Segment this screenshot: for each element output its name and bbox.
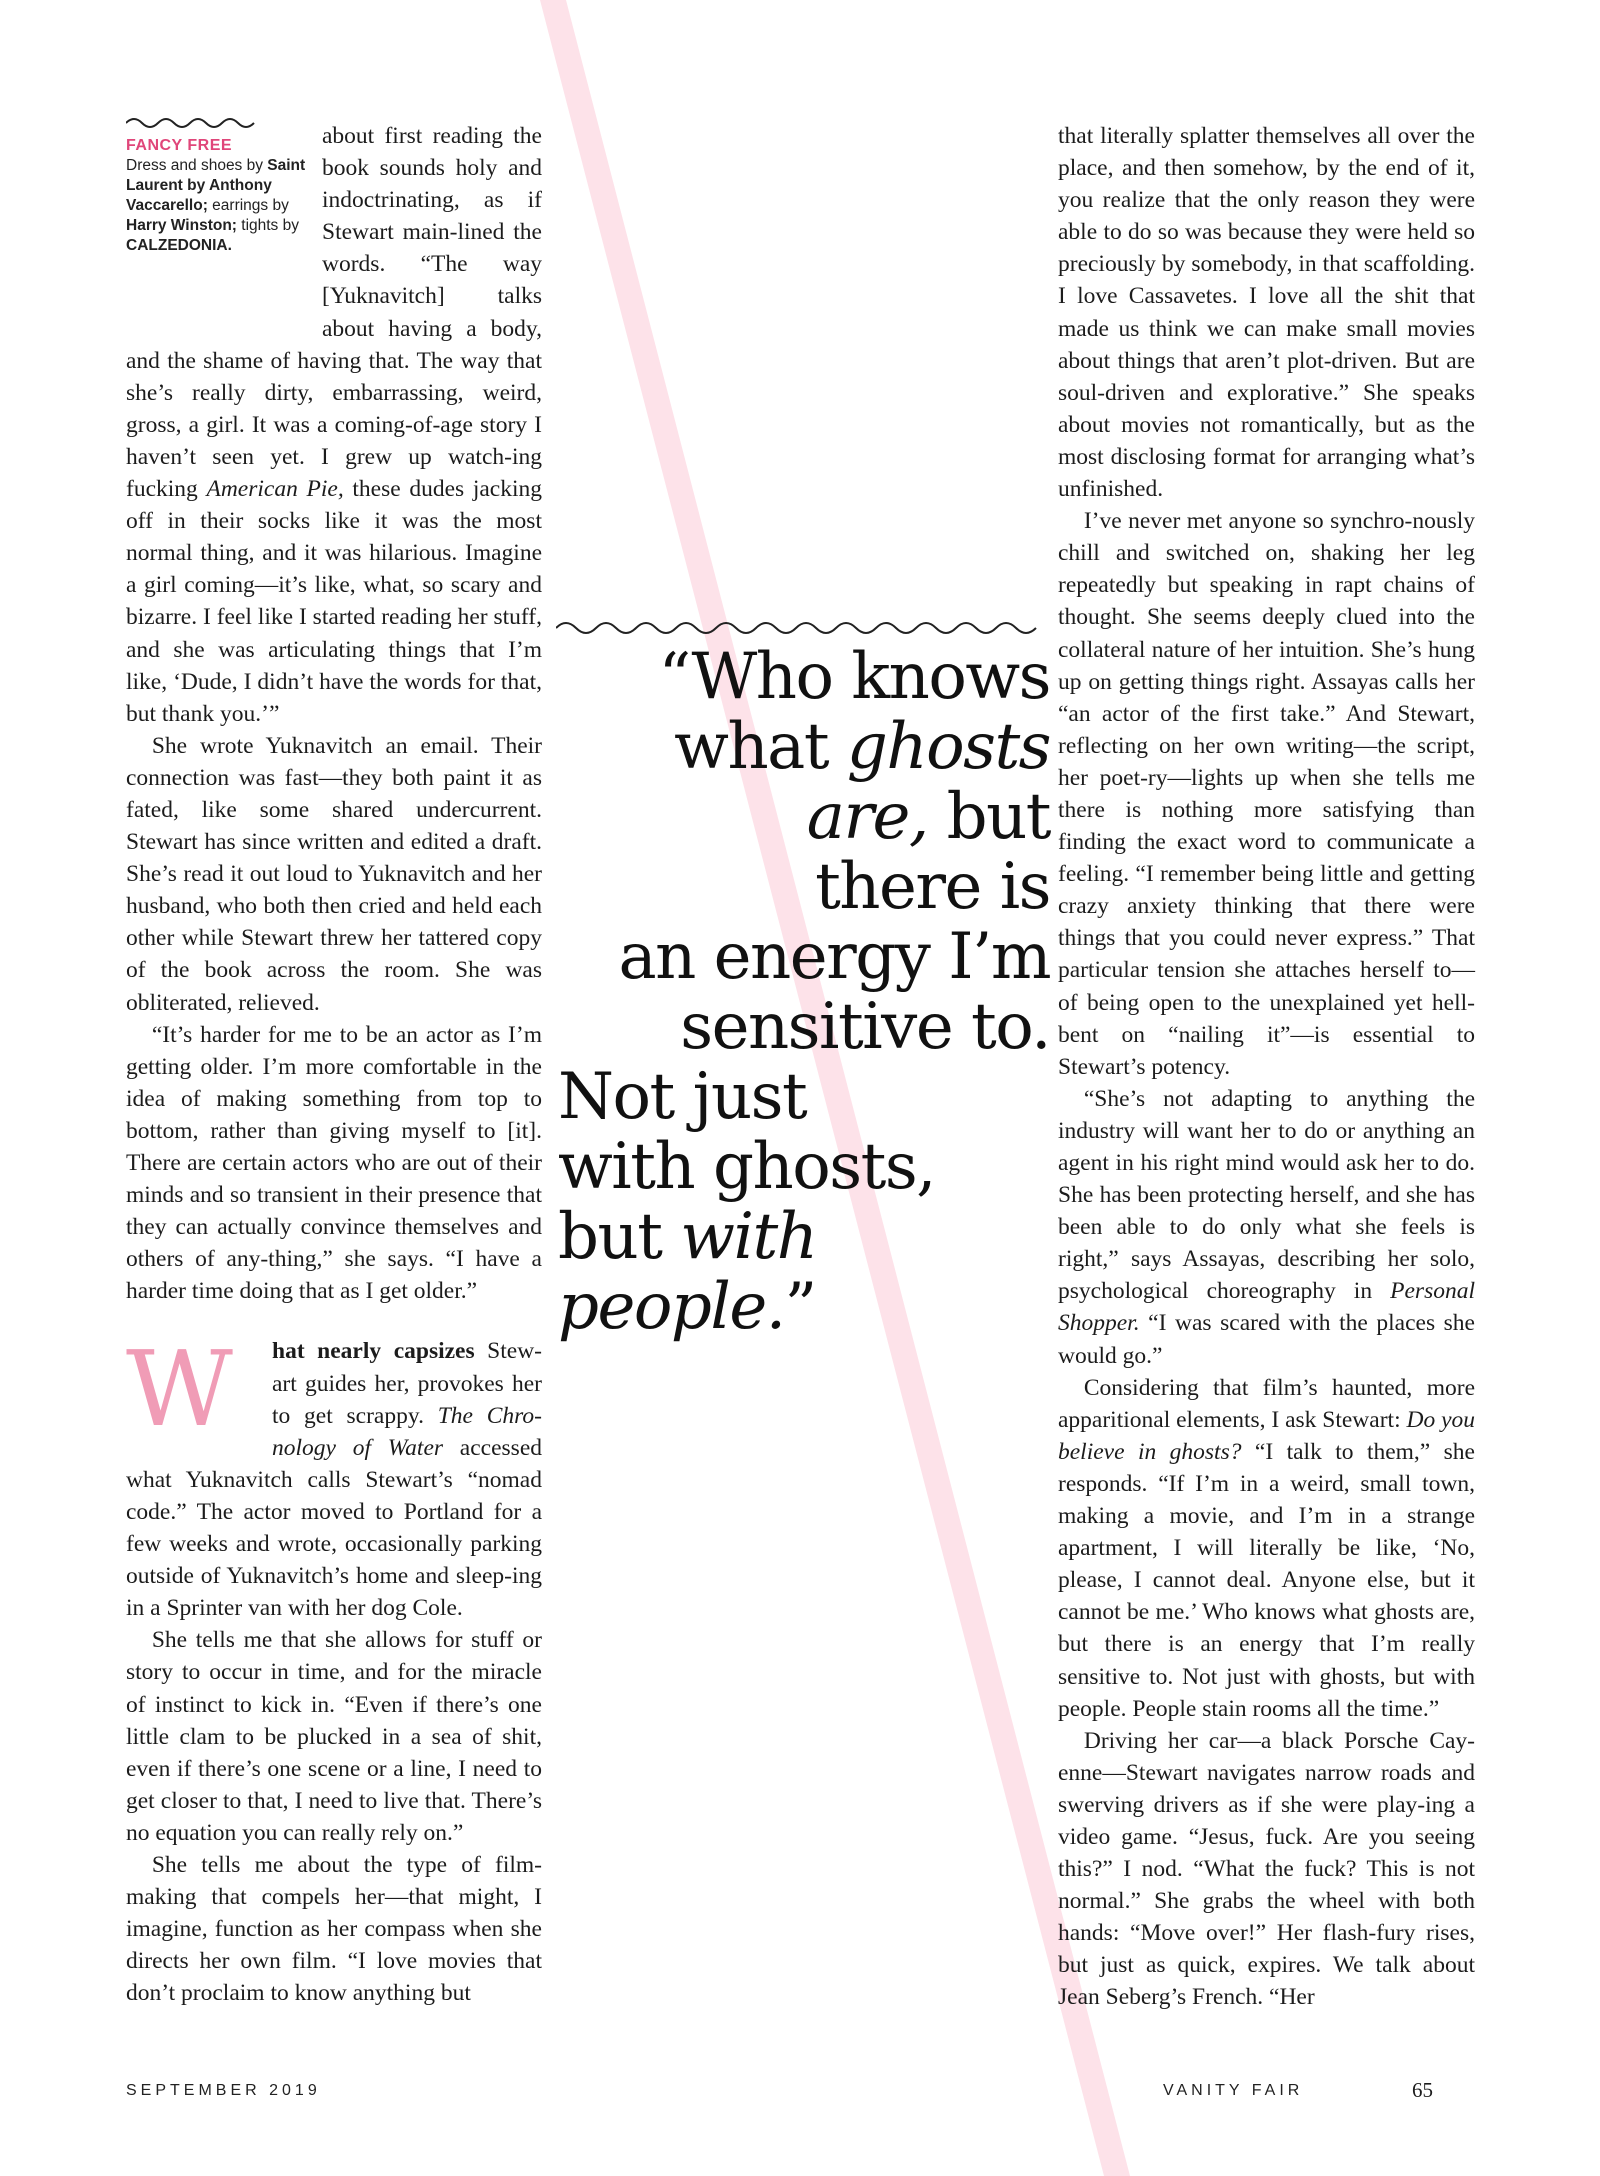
quote-line: sensitive to.	[680, 990, 1050, 1064]
paragraph: She wrote Yuknavitch an email. Their connection was fast—they both paint it as fated, like some shared undercurrent. Stewart has since written and edited a draft. She’s read it out loud to Yuknavitch and her husband, who both then cried and held each other while Stewart threw her tattered copy of the book across the room. She was obliterated, relieved.	[126, 732, 542, 1016]
paragraph: She tells me about the type of film-making that compels her—that might, I imagine, function as her compass when she directs her own film. “I love movies that don’t proclaim to know anything but	[126, 1851, 542, 2007]
quote-line: are, but	[806, 780, 1050, 854]
footer-magazine-name: VANITY FAIR	[1163, 2082, 1304, 2099]
quote-line: people.”	[558, 1270, 816, 1344]
paragraph: Considering that film’s haunted, more apparitional elements, I ask Stewart: Do you believe in ghosts? “I talk to them,” she responds. “If I’m in a weird, small town, making a movie, and I’m in a strange apartment, I will literally be like, ‘No, please, I cannot deal. Anyone else, but it cannot be me.’ Who knows what ghosts are, but there is an energy that I’m really sensitive to. Not just with ghosts, but with people. People stain rooms all the time.”	[1058, 1374, 1476, 1722]
quote-line: with ghosts,	[558, 1130, 935, 1204]
left-column	[126, 120, 542, 2009]
paragraph: hat nearly capsizes Stew-art guides her, provokes her to get scrappy. The Chro-nology of Water accessed what Yuknavitch calls Stewart’s “nomad code.” The actor moved to Portland for a few weeks and wrote, occasionally parking outside of Yuknavitch’s home and sleep-ing in a Sprinter van with her dog Cole.	[126, 1338, 543, 1622]
quote-line: an energy I’m	[618, 920, 1050, 994]
squiggle-divider	[556, 620, 1046, 636]
credits-label: FANCY FREE	[126, 137, 233, 154]
paragraph: that literally splatter themselves all over the place, and then somehow, by the end of it, you realize that the only reason they were able to do so was because they were held so preciously by somebody, in that scaffolding. I love Cassavetes. I love all the shit that made us think we can make small movies about things that aren’t plot-driven. But are soul-driven and explorative.” She speaks about movies not romantically, but as the most disclosing format for arranging what’s unfinished.	[1058, 123, 1475, 503]
quote-line: “Who knows	[658, 640, 1050, 714]
page-number: 65	[1412, 2078, 1433, 2102]
quote-line: what ghosts	[674, 710, 1050, 784]
drop-cap: W	[126, 1328, 233, 1451]
paragraph: “She’s not adapting to anything the industry will want her to do or anything an agent in his right mind would ask her to do. She has been protecting herself, and she has been able to do only what she feels is right,” says Assayas, describing her solo, psychological choreography in Personal Shopper. “I was scared with the places she would go.”	[1058, 1085, 1475, 1369]
quote-line: Not just	[558, 1060, 807, 1134]
credits-text: Dress and shoes by Saint Laurent by Anthony Vaccarello; earrings by Harry Winston; tights by CALZEDONIA.	[126, 157, 306, 254]
paragraph: “It’s harder for me to be an actor as I’m getting older. I’m more comfortable in the idea of making something from top to bottom, rather than giving myself to [it]. There are certain actors who are out of their minds and so transient in their presence that they can actually convince themselves and others of any-thing,” she says. “I have a harder time doing that as I get older.”	[126, 1021, 542, 1305]
footer-issue-date: SEPTEMBER 2019	[126, 2082, 321, 2099]
paragraph: Driving her car—a black Porsche Cay-enne—Stewart navigates narrow roads and swerving drivers as if she were play-ing a video game. “Jesus, fuck. Are you seeing this?” I nod. “What the fuck? This is not normal.” She grabs the wheel with both hands: “Move over!” Her flash-fury rises, but just as quick, expires. We talk about Jean Seberg’s French. “Her	[1058, 1727, 1475, 2011]
paragraph: She tells me that she allows for stuff or story to occur in time, and for the miracle of instinct to kick in. “Even if there’s one little clam to be plucked in a sea of shit, even if there’s one scene or a line, I need to get closer to that, I need to live that. There’s no equation you can really rely on.”	[126, 1627, 542, 1846]
paragraph: about first reading the book sounds holy and indoctrinating, as if Stewart main-lined the words. “The way [Yuknavitch] talks about having a body, and the shame of having that. The way that she’s really dirty, embarrassing, weird, gross, a girl. It was a coming-of-age story I haven’t seen yet. I grew up watch-ing fucking American Pie, these dudes jacking off in their socks like it was the most normal thing, and it was hilarious. Imagine a girl coming—it’s like, what, so scary and bizarre. I feel like I started reading her stuff, and she was articulating things that I’m like, ‘Dude, I didn’t have the words for that, but thank you.’”	[126, 123, 542, 727]
quote-line: but with	[558, 1200, 817, 1274]
paragraph: I’ve never met anyone so synchro-nously chill and switched on, shaking her leg repeatedly but speaking in rapt chains of thought. She seems deeply clued into the collateral nature of her intuition. She’s hung up on getting things right. Assayas calls her “an actor of the first take.” And Stewart, reflecting on her own writing—the script, her poet-ry—lights up when she tells me there is nothing more satisfying than finding the exact word to communicate a feeling. “I remember being little and getting crazy anxiety thinking that there were things that you could never express.” That particular tension she attaches herself to—of being open to the unexplained yet hell-bent on “nailing it”—is essential to Stewart’s potency.	[1058, 508, 1475, 1080]
right-column	[1058, 120, 1475, 2014]
lead-in: hat nearly capsizes	[272, 1338, 475, 1365]
quote-line: there is	[815, 850, 1050, 924]
